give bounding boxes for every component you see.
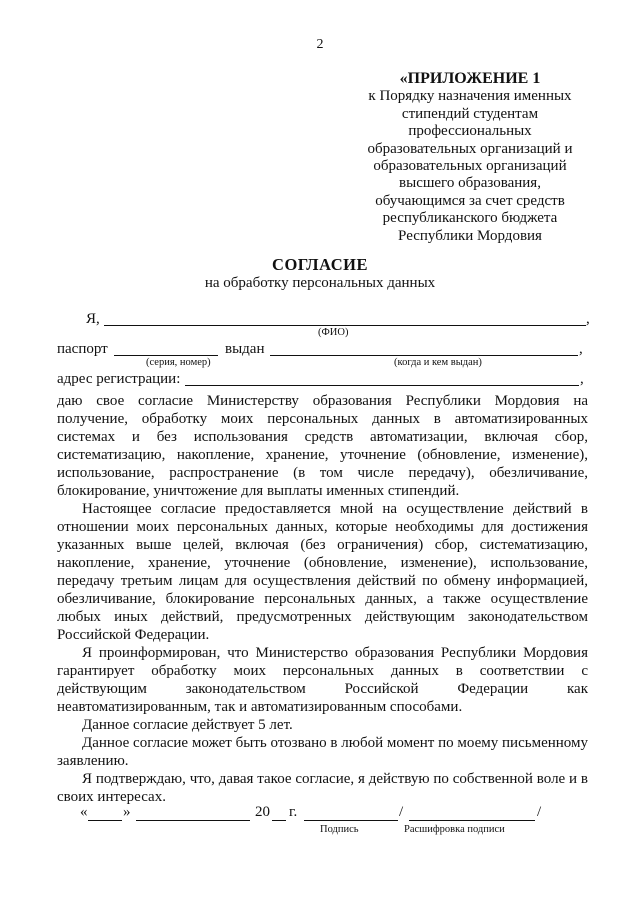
year-field[interactable] xyxy=(272,820,286,821)
appendix-line: к Порядку назначения именных xyxy=(368,88,572,105)
year-suffix: г. xyxy=(289,804,298,820)
appendix-line: обучающимся за счет средств xyxy=(375,192,565,209)
slash: / xyxy=(399,804,404,820)
open-quote: « xyxy=(80,804,88,820)
passport-number-field[interactable] xyxy=(114,355,218,356)
appendix-block xyxy=(345,70,595,245)
issued-label: выдан xyxy=(225,341,265,357)
close-quote: » xyxy=(123,804,131,820)
consent-body xyxy=(57,392,588,806)
paragraph: Я проинформирован, что Министерство образования Республики Мордовия гарантирует обработку моих персональных данных в соответствии с действующим законодательством Российской Федерации как неавтоматизированным, так и автоматизированным способами. xyxy=(57,645,588,715)
document-title: СОГЛАСИЕ xyxy=(272,255,368,274)
passport-label: паспорт xyxy=(57,341,108,357)
appendix-line: образовательных организаций xyxy=(373,158,567,175)
signature-row xyxy=(0,804,640,844)
address-comma: , xyxy=(580,371,584,387)
issued-hint: (когда и кем выдан) xyxy=(394,357,482,368)
year-prefix: 20 xyxy=(255,804,270,820)
slash: / xyxy=(537,804,542,820)
appendix-line: стипендий студентам xyxy=(401,105,539,122)
appendix-line: профессиональных xyxy=(408,123,532,140)
signature-hint: Подпись xyxy=(320,824,359,835)
paragraph: Данное согласие действует 5 лет. xyxy=(82,717,293,733)
address-label: адрес регистрации: xyxy=(57,371,181,387)
series-hint: (серия, номер) xyxy=(146,357,211,368)
i-label: Я, xyxy=(86,311,100,327)
page-number: 2 xyxy=(316,37,324,52)
fio-hint: (ФИО) xyxy=(318,327,349,338)
signature-field[interactable] xyxy=(304,820,398,821)
decode-hint: Расшифровка подписи xyxy=(404,824,505,835)
signature-decode-field[interactable] xyxy=(409,820,535,821)
appendix-heading: «ПРИЛОЖЕНИЕ 1 xyxy=(399,70,541,87)
issued-by-field[interactable] xyxy=(270,355,578,356)
month-field[interactable] xyxy=(136,820,250,821)
fio-field[interactable] xyxy=(104,325,586,326)
paragraph: даю свое согласие Министерству образования Республики Мордовия на получение, обработку моих персональных данных в автоматизированных системах и без использования средств автоматизации, включая сбор, систематизацию, накопление, хранение, уточнение (обновление, изменение), использование, распространение (в том числе передачу), обезличивание, блокирование, уничтожение для выплаты именных стипендий. xyxy=(57,393,588,499)
address-field[interactable] xyxy=(185,385,579,386)
day-field[interactable] xyxy=(88,820,122,821)
fio-comma: , xyxy=(586,311,590,327)
appendix-line: Республики Мордовия xyxy=(398,227,542,244)
document-subtitle: на обработку персональных данных xyxy=(204,275,436,291)
paragraph: Настоящее согласие предоставляется мной на осуществление действий в отношении моих персональных данных, которые необходимы для достижения указанных выше целей, включая (без ограничения) сбор, систематизацию, накопление, хранение, уточнение (обновление, изменение), использование, передачу третьим лицам для осуществления действий по обмену информацией, обезличивание, блокирование персональных данных, а также осуществление любых иных действий, предусмотренных действующим законодательством Российской Федерации. xyxy=(57,501,588,643)
appendix-line: высшего образования, xyxy=(399,175,541,192)
appendix-line: образовательных организаций и xyxy=(367,140,573,157)
paragraph: Я подтверждаю, что, давая такое согласие, я действую по собственной воле и в своих интересах. xyxy=(57,771,588,805)
appendix-line: республиканского бюджета xyxy=(382,210,558,227)
passport-comma: , xyxy=(579,341,583,357)
paragraph: Данное согласие может быть отозвано в любой момент по моему письменному заявлению. xyxy=(57,735,588,769)
